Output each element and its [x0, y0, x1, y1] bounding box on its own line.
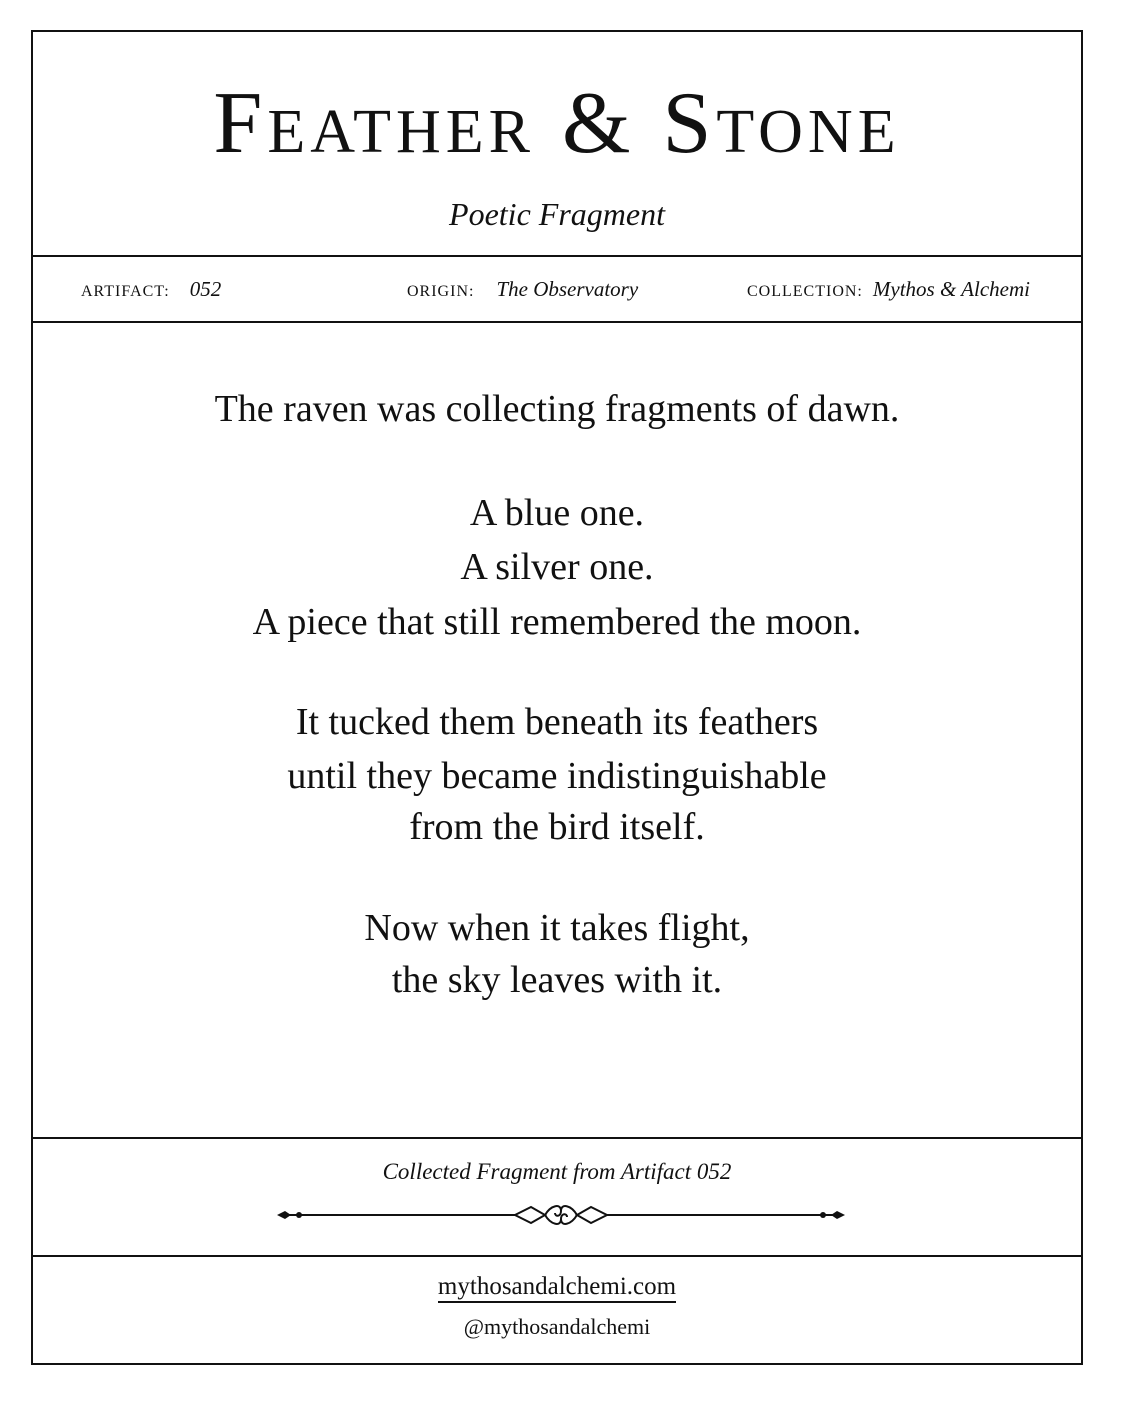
- poem-line: until they became indistinguishable: [287, 755, 827, 797]
- poem-body: [33, 323, 1081, 1139]
- metadata-bar: [33, 257, 1081, 323]
- poem-line: It tucked them beneath its feathers: [295, 701, 819, 743]
- page-title: Feather & Stone: [213, 75, 901, 172]
- poem-line: A piece that still remembered the moon.: [252, 601, 862, 643]
- website-link-wrapper: [33, 1271, 1081, 1303]
- meta-collection: [747, 276, 1030, 305]
- poem-line: A silver one.: [460, 546, 654, 588]
- card-frame: [31, 30, 1083, 1365]
- social-handle: @mythosandalchemi: [463, 1314, 651, 1339]
- origin-value: The Observatory: [496, 277, 639, 301]
- poem-line: The raven was collecting fragments of dawn.: [214, 388, 900, 430]
- poem-line: from the bird itself.: [409, 806, 705, 848]
- colophon-section: [33, 1139, 1081, 1257]
- meta-artifact: [81, 276, 221, 305]
- header-section: [33, 32, 1081, 257]
- meta-origin: [407, 276, 638, 305]
- collection-value: Mythos & Alchemi: [872, 277, 1030, 301]
- ornamental-divider-icon: [275, 1197, 847, 1233]
- page-subtitle: Poetic Fragment: [449, 196, 665, 232]
- poem-line: the sky leaves with it.: [391, 959, 723, 1001]
- poem-line: Now when it takes flight,: [364, 907, 750, 949]
- artifact-value: 052: [189, 277, 222, 301]
- footer-section: [33, 1257, 1081, 1365]
- artifact-label: ARTIFACT:: [81, 283, 170, 300]
- colophon-text: Collected Fragment from Artifact 052: [382, 1159, 732, 1184]
- origin-label: ORIGIN:: [407, 283, 475, 300]
- poem-line: A blue one.: [469, 492, 645, 534]
- website-link[interactable]: mythosandalchemi.com: [438, 1273, 676, 1303]
- collection-label: COLLECTION:: [747, 283, 863, 300]
